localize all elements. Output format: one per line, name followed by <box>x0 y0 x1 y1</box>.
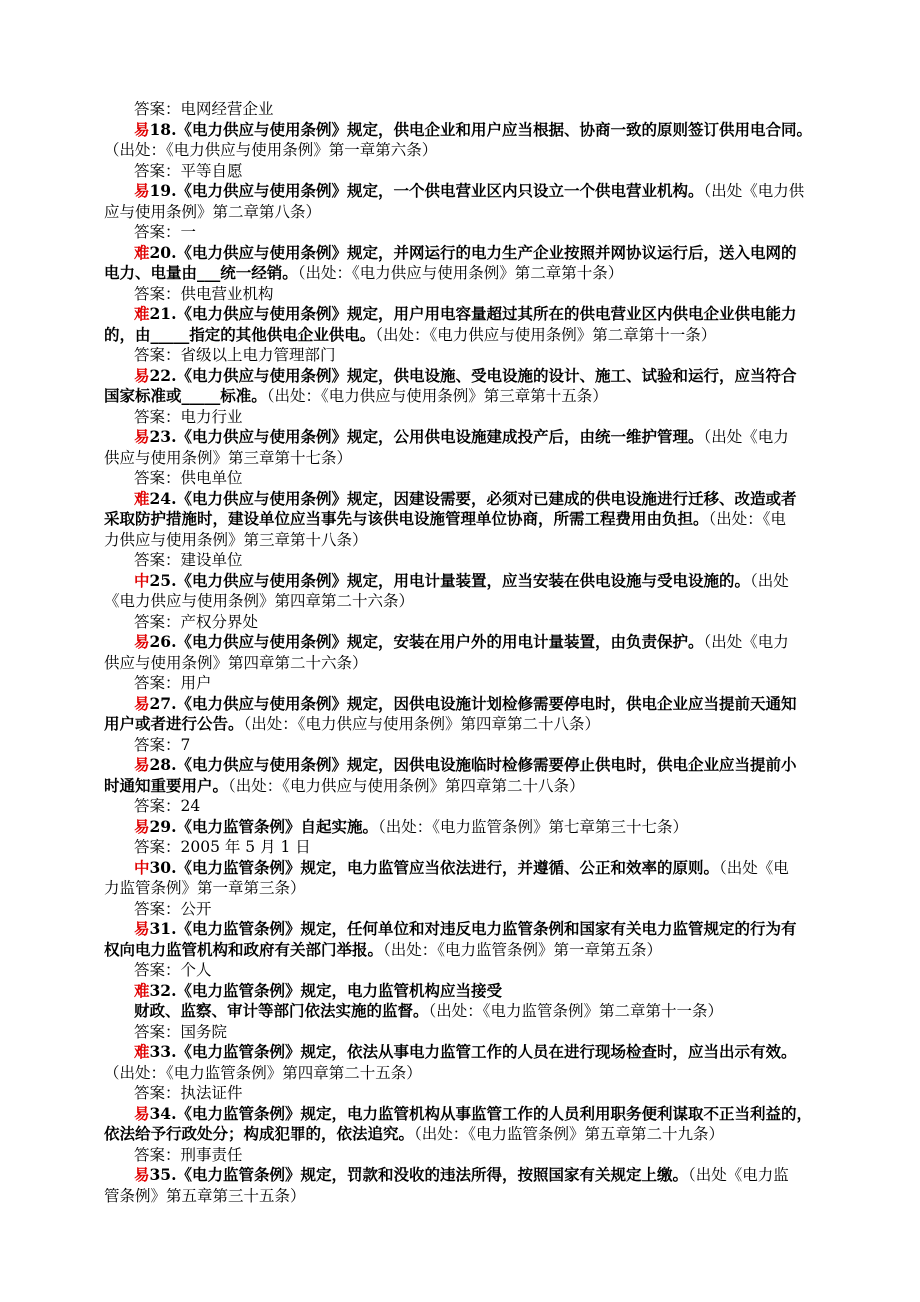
difficulty-badge: 易 <box>134 365 150 385</box>
question-text: 22.《电力供应与使用条例》规定，供电设施、受电设施的设计、施工、试验和运行，应当符合 <box>149 365 797 385</box>
answer-line: 答案：省级以上电力管理部门 <box>134 346 336 364</box>
question-line <box>104 1165 824 1186</box>
question-line <box>104 919 824 940</box>
source-citation: （出处《电力监 <box>687 1166 789 1184</box>
question-text: 29.《电力监管条例》自起实施。 <box>149 816 378 836</box>
difficulty-badge: 中 <box>134 570 150 590</box>
question-continuation-line <box>104 386 824 407</box>
question-text: 34.《电力监管条例》规定，电力监管机构从事监管工作的人员利用职务便利谋取不正当利益的， <box>149 1103 812 1123</box>
difficulty-badge: 易 <box>134 919 150 938</box>
question-line <box>104 120 824 141</box>
question-text: 依法给予行政处分；构成犯罪的，依法追究。 <box>104 1124 415 1143</box>
answer-line: 答案：7 <box>134 735 191 754</box>
question-text: 24.《电力供应与使用条例》规定，因建设需要，必须对已建成的供电设施进行迁移、改造或者 <box>149 488 797 508</box>
question-line <box>104 571 824 592</box>
difficulty-badge: 难 <box>134 980 150 1000</box>
answer-line: 答案：个人 <box>134 961 212 979</box>
answer-line: 答案：公开 <box>134 899 212 918</box>
answer-line: 答案：2005 年 5 月 1 日 <box>134 838 311 856</box>
question-text: 28.《电力供应与使用条例》规定，因供电设施临时检修需要停止供电时，供电企业应当提前小 <box>149 755 797 774</box>
question-line <box>104 817 824 838</box>
source-citation: （出处：《电 <box>708 510 787 528</box>
answer-line: 答案：平等自愿 <box>134 161 243 180</box>
question-continuation-line <box>104 1001 824 1022</box>
source-citation: （出处《电 <box>718 858 789 877</box>
source-citation: （出处：《电力监管条例》第一章第五条） <box>383 940 663 959</box>
answer-line: 答案：电力行业 <box>134 407 243 426</box>
question-line <box>104 181 824 202</box>
question-continuation-line <box>104 140 824 161</box>
source-citation: （出处 <box>750 571 789 590</box>
question-line <box>104 755 824 776</box>
answer-line: 答案：刑事责任 <box>134 1145 243 1164</box>
question-text: 23.《电力供应与使用条例》规定，公用供电设施建成投产后，由统一维护管理。 <box>149 427 704 446</box>
source-citation: （出处：《电力监管条例》第五章第二十九条） <box>414 1125 725 1143</box>
source-citation: 力监管条例》第一章第三条） <box>104 879 306 897</box>
source-citation: （出处《电力供 <box>703 182 805 200</box>
answer-line: 答案：执法证件 <box>134 1084 243 1102</box>
question-text: 20.《电力供应与使用条例》规定，并网运行的电力生产企业按照并网协议运行后，送入电网的 <box>149 242 797 262</box>
question-text: 30.《电力监管条例》规定，电力监管应当依法进行，并遵循、公正和效率的原则。 <box>149 857 719 877</box>
question-continuation-line <box>104 202 824 223</box>
source-citation: 力供应与使用条例》第三章第十八条） <box>104 530 368 549</box>
question-line <box>104 304 824 325</box>
question-text: 35.《电力监管条例》规定，罚款和没收的违法所得，按照国家有关规定上缴。 <box>149 1165 688 1184</box>
question-continuation-line <box>104 1124 824 1145</box>
question-text: 用户或者进行公告。 <box>104 714 244 733</box>
question-line <box>104 694 824 715</box>
source-citation: 应与使用条例》第二章第八条） <box>104 202 322 221</box>
source-citation: （出处：《电力供应与使用条例》第四章第二十八条） <box>243 715 601 733</box>
difficulty-badge: 易 <box>134 1103 150 1123</box>
difficulty-badge: 易 <box>134 693 150 713</box>
source-citation: 《电力供应与使用条例》第四章第二十六条） <box>104 592 415 610</box>
question-continuation-line <box>104 591 824 612</box>
difficulty-badge: 难 <box>134 304 150 323</box>
answer-line: 答案：用户 <box>134 674 212 692</box>
difficulty-badge: 易 <box>134 119 150 139</box>
question-continuation-line <box>104 653 824 674</box>
answer-line: 答案：供电营业机构 <box>134 284 274 303</box>
question-text: 31.《电力监管条例》规定，任何单位和对违反电力监管条例和国家有关电力监管规定的行为有 <box>149 919 797 938</box>
question-continuation-line <box>104 1186 824 1207</box>
source-citation: （出处：《电力供应与使用条例》第二章第十条） <box>297 264 624 282</box>
document-page <box>104 99 824 1206</box>
question-continuation-line <box>104 1063 824 1084</box>
question-continuation-line <box>104 530 824 551</box>
question-line <box>104 981 824 1002</box>
question-continuation-line <box>104 448 824 469</box>
difficulty-badge: 易 <box>134 755 150 774</box>
question-text: 采取防护措施时，建设单位应当事先与该供电设施管理单位协商，所需工程费用由负担。 <box>104 509 709 528</box>
question-text: 财政、监察、审计等部门依法实施的监督。 <box>134 1001 429 1020</box>
question-text: 权向电力监管机构和政府有关部门举报。 <box>104 939 384 959</box>
difficulty-badge: 难 <box>134 488 150 508</box>
question-continuation-line <box>104 878 824 899</box>
source-citation: （出处《电力 <box>703 633 789 651</box>
source-citation: （出处：《电力监管条例》第七章第三十七条） <box>377 817 688 836</box>
question-text: 国家标准或_____标准。 <box>104 386 267 405</box>
difficulty-badge: 易 <box>134 632 150 651</box>
source-citation: 供应与使用条例》第三章第十七条） <box>104 448 353 467</box>
question-text: 32.《电力监管条例》规定，电力监管机构应当接受 <box>149 980 502 1000</box>
question-continuation-line <box>104 776 824 797</box>
difficulty-badge: 易 <box>134 816 150 836</box>
answer-line: 答案：产权分界处 <box>134 612 259 631</box>
source-citation: （出处《电力 <box>703 428 789 446</box>
difficulty-badge: 易 <box>134 181 150 200</box>
difficulty-badge: 难 <box>134 1042 150 1061</box>
question-text: 26.《电力供应与使用条例》规定，安装在用户外的用电计量装置，由负责保护。 <box>149 632 704 651</box>
question-continuation-line <box>104 714 824 735</box>
source-citation: 管条例》第五章第三十五条） <box>104 1186 306 1205</box>
answer-line: 答案：电网经营企业 <box>134 100 274 118</box>
source-citation: （出处：《电力监管条例》第四章第二十五条） <box>104 1063 422 1082</box>
source-citation: （出处：《电力监管条例》第二章第十一条） <box>428 1002 724 1020</box>
question-continuation-line <box>104 263 824 284</box>
answer-line: 答案：24 <box>134 797 201 815</box>
source-citation: 供应与使用条例》第四章第二十六条） <box>104 653 368 672</box>
answer-line: 答案：供电单位 <box>134 469 243 487</box>
question-text: 19.《电力供应与使用条例》规定，一个供电营业区内只设立一个供电营业机构。 <box>149 181 704 200</box>
source-citation: （出处：《电力供应与使用条例》第四章第二十八条） <box>228 776 585 795</box>
question-line <box>104 1042 824 1063</box>
source-citation: （出处：《电力供应与使用条例》第三章第十五条） <box>266 387 608 405</box>
question-line <box>104 489 824 510</box>
question-continuation-line <box>104 940 824 961</box>
question-text: 18.《电力供应与使用条例》规定，供电企业和用户应当根据、协商一致的原则签订供用电合同。 <box>149 119 812 139</box>
difficulty-badge: 中 <box>134 857 150 877</box>
difficulty-badge: 易 <box>134 427 150 446</box>
question-continuation-line <box>104 509 824 530</box>
question-line <box>104 366 824 387</box>
question-text: 21.《电力供应与使用条例》规定，用户用电容量超过其所在的供电营业区内供电企业供电能力 <box>149 304 797 323</box>
answer-line: 答案：建设单位 <box>134 551 243 569</box>
question-text: 25.《电力供应与使用条例》规定，用电计量装置，应当安装在供电设施与受电设施的。 <box>149 570 750 590</box>
difficulty-badge: 易 <box>134 1165 150 1184</box>
answer-line: 答案：国务院 <box>134 1022 228 1041</box>
question-text: 的，由_____指定的其他供电企业供电。 <box>104 324 376 344</box>
question-text: 33.《电力监管条例》规定，依法从事电力监管工作的人员在进行现场检查时，应当出示有效。 <box>149 1042 797 1061</box>
question-line <box>104 1104 824 1125</box>
source-citation: （出处：《电力供应与使用条例》第二章第十一条） <box>375 325 717 344</box>
difficulty-badge: 难 <box>134 242 150 262</box>
question-text: 时通知重要用户。 <box>104 775 229 795</box>
answer-line: 答案：一 <box>134 223 197 241</box>
question-text: 电力、电量由___统一经销。 <box>104 263 298 282</box>
question-line <box>104 632 824 653</box>
question-text: 27.《电力供应与使用条例》规定，因供电设施计划检修需要停电时，供电企业应当提前天通知 <box>149 693 797 713</box>
source-citation: （出处：《电力供应与使用条例》第一章第六条） <box>104 141 438 159</box>
question-line <box>104 243 824 264</box>
question-continuation-line <box>104 325 824 346</box>
question-line <box>104 427 824 448</box>
question-line <box>104 858 824 879</box>
